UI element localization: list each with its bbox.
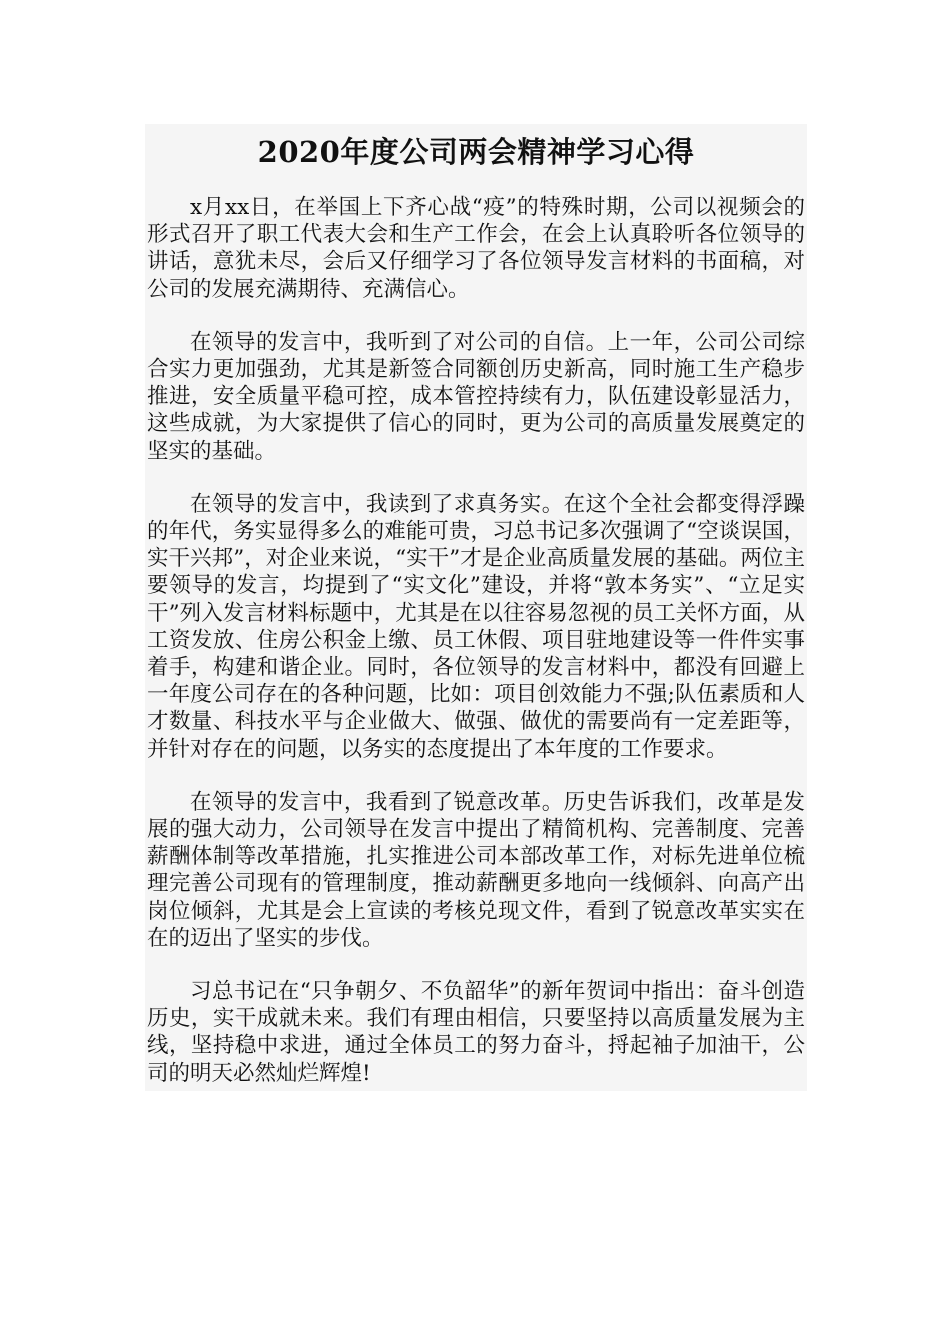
paragraph-1: x月xx日，在举国上下齐心战“疫”的特殊时期，公司以视频会的形式召开了职工代表大会和生产工作会，在会上认真聆听各位领导的讲话，意犹未尽，会后又仔细学习了各位领导发言材料的书面稿，对公司的发展充满期待、充满信心。 bbox=[147, 195, 805, 302]
paragraph-2: 在领导的发言中，我听到了对公司的自信。上一年，公司公司综合实力更加强劲，尤其是新签合同额创历史新高，同时施工生产稳步推进，安全质量平稳可控，成本管控持续有力，队伍建设彰显活力，这些成就，为大家提供了信心的同时，更为公司的高质量发展奠定的坚实的基础。 bbox=[147, 329, 805, 464]
paragraph-4: 在领导的发言中，我看到了锐意改革。历史告诉我们，改革是发展的强大动力，公司领导在发言中提出了精简机构、完善制度、完善薪酬体制等改革措施，扎实推进公司本部改革工作，对标先进单位梳理完善公司现有的管理制度，推动薪酬更多地向一线倾斜、向高产出岗位倾斜，尤其是会上宣读的考核兑现文件，看到了锐意改革实实在在的迈出了坚实的步伐。 bbox=[147, 789, 805, 951]
paragraph-5: 习总书记在“只争朝夕、不负韶华”的新年贺词中指出：奋斗创造历史，实干成就未来。我们有理由相信，只要坚持以高质量发展为主线，坚持稳中求进，通过全体员工的努力奋斗，捋起袖子加油干，公司的明天必然灿烂辉煌! bbox=[147, 979, 805, 1086]
paragraph-3: 在领导的发言中，我读到了求真务实。在这个全社会都变得浮躁的年代，务实显得多么的难能可贵，习总书记多次强调了“空谈误国，实干兴邦”，对企业来说，“实干”才是企业高质量发展的基础。两位主要领导的发言，均提到了“实文化”建设，并将“敦本务实”、“立足实干”列入发言材料标题中，尤其是在以往容易忽视的员工关怀方面，从工资发放、住房公积金上缴、员工休假、项目驻地建设等一件件实事着手，构建和谐企业。同时，各位领导的发言材料中，都没有回避上一年度公司存在的各种问题，比如：项目创效能力不强;队伍素质和人才数量、科技水平与企业做大、做强、做优的需要尚有一定差距等，并针对存在的问题，以务实的态度提出了本年度的工作要求。 bbox=[147, 491, 805, 762]
document-body bbox=[145, 124, 807, 1091]
document-title: 2020年度公司两会精神学习心得 bbox=[257, 135, 695, 169]
